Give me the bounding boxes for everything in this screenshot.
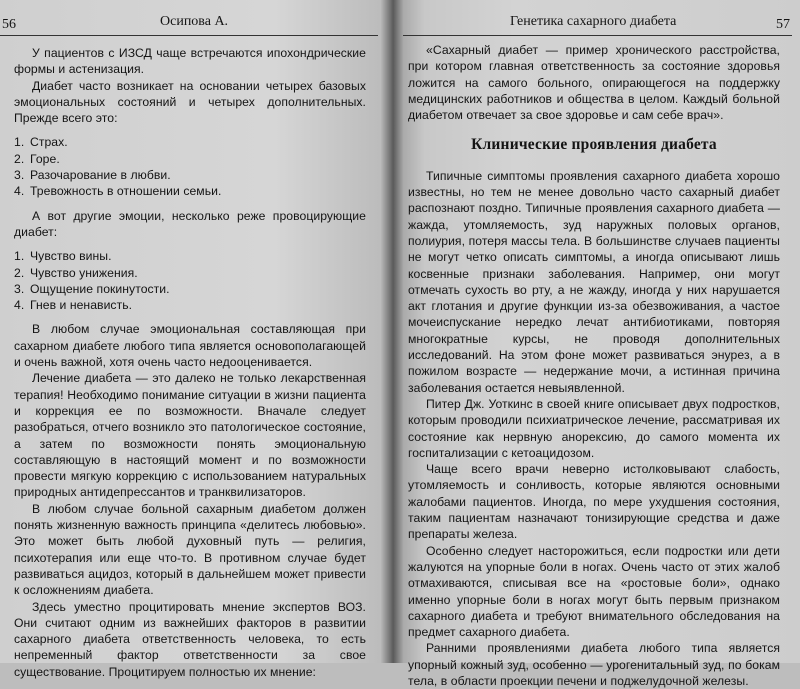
book-gutter bbox=[381, 0, 403, 663]
list-item: 3. Разочарование в любви. bbox=[14, 168, 171, 183]
emotions-list-basic bbox=[14, 134, 366, 199]
section-title: Клинические проявления диабета bbox=[471, 136, 717, 154]
paragraph: Питер Дж. Уоткинс в своей книге описывает двух подростков, которым проводили психиатрическое лечение, рассматривая их состояние как нервную анорексию, до самого момента их госпитализации с кетоацидозом. bbox=[408, 396, 780, 460]
list-item: 1. Страх. bbox=[14, 135, 68, 150]
list-item: 4. Тревожность в отношении семьи. bbox=[14, 184, 222, 199]
paragraph: А вот другие эмоции, несколько реже провоцирующие диабет: bbox=[14, 208, 366, 239]
paragraph: У пациентов с ИЗСД чаще встречаются ипохондрические формы и астенизация. bbox=[14, 46, 366, 77]
list-item: 2. Горе. bbox=[14, 151, 60, 166]
paragraph: В любом случае эмоциональная составляющая при сахарном диабете любого типа является основополагающей и очень важной, хотя очень часто недооценивается. bbox=[14, 322, 366, 370]
who-quote: «Сахарный диабет — пример хронического расстройства, при котором главная ответственность за состояние здоровья ложится на самого больного, опирающегося на поддержку медицинских работников и общества в целом. Каждый больной диабетом отвечает за свое здоровье и сам себе врач». bbox=[408, 43, 780, 123]
list-item: 2. Чувство унижения. bbox=[14, 265, 138, 280]
paragraph: В любом случае больной сахарным диабетом должен понять жизненную важность принципа «делитесь любовью». Это может быть любой духовный путь — религия, психотерапия или еще что-то. В противном случае будет развиваться ацидоз, который в дальнейшем может привести к осложнениям диабета. bbox=[14, 501, 366, 598]
paragraph: Диабет часто возникает на основании четырех базовых эмоциональных состояний и четырех дополнительных. Прежде всего это: bbox=[14, 78, 366, 126]
left-running-head: Осипова А. bbox=[160, 14, 229, 29]
left-page-number: 56 bbox=[2, 17, 16, 32]
list-item: 3. Ощущение покинутости. bbox=[14, 281, 170, 296]
right-page bbox=[392, 0, 800, 688]
paragraph: Лечение диабета — это далеко не только лекарственная терапия! Необходимо понимание ситуации в жизни пациента и коррекция ее по возможности. Вначале следует разобраться, отчего возникло это патологическое состояние, а затем по возможности понять эмоциональную составляющую в настоящий момент и по возможности провести мягкую коррекцию с использованием натуральных природных антидепрессантов и транквилизаторов. bbox=[14, 371, 366, 500]
list-item: 4. Гнев и ненависть. bbox=[14, 298, 133, 313]
emotions-list-additional bbox=[14, 248, 366, 313]
right-page-header bbox=[400, 13, 792, 36]
list-item: 1. Чувство вины. bbox=[14, 249, 112, 264]
left-page-header bbox=[0, 13, 378, 36]
left-page-body bbox=[14, 45, 366, 680]
right-running-head: Генетика сахарного диабета bbox=[510, 14, 677, 29]
paragraph: Особенно следует насторожиться, если подростки или дети жалуются на упорные боли в ногах. Очень часто от этих жалоб отмахиваются, списывая все на «ростовые боли», однако именно упорные боли в ногах могут быть первым признаком сахарного диабета и требуют внимательного обследования на предмет сахарного диабета. bbox=[408, 543, 780, 640]
left-page bbox=[0, 0, 392, 679]
right-page-number: 57 bbox=[776, 17, 790, 32]
paragraph: Ранними проявлениями диабета любого типа является упорный кожный зуд, особенно — урогенитальный зуд, по бокам тела, в области проекции печени и поджелудочной железы. bbox=[408, 641, 780, 688]
paragraph: Здесь уместно процитировать мнение экспертов ВОЗ. Они считают одним из важнейших факторов в развитии сахарного диабета ответственность человека, то есть непременный фактор ответственности за свое существование. Процитируем полностью их мнение: bbox=[14, 599, 366, 679]
paragraph: Чаще всего врачи неверно истолковывают слабость, утомляемость и сонливость, которые являются основными жалобами пациентов. Иногда, по мере ухудшения состояния, таким пациентам назначают тонизирующие средства и даже препараты железа. bbox=[408, 462, 780, 542]
right-page-body bbox=[408, 42, 780, 689]
paragraph: Типичные симптомы проявления сахарного диабета хорошо известны, но тем не менее довольно часто сахарный диабет распознают поздно. Типичные проявления сахарного диабета — жажда, утомляемость, зуд наружных половых органов, полиурия, потеря массы тела. В большинстве случаев пациенты не могут четко описать симптомы, а иногда описывают лишь косвенные признаки заболевания. Например, они могут отмечать сухость во рту, а не жажду, иногда у них нарушается акт глотания и другие функции из-за обезвоживания, а частое мочеиспускание нередко лечат антибиотиками, повторяя многократные курсы, не проводя дополнительных исследований. На этом фоне может развиваться энурез, а в пожилом возрасте — недержание мочи, а истинная причина заболевания остается невыявленной. bbox=[408, 168, 780, 395]
